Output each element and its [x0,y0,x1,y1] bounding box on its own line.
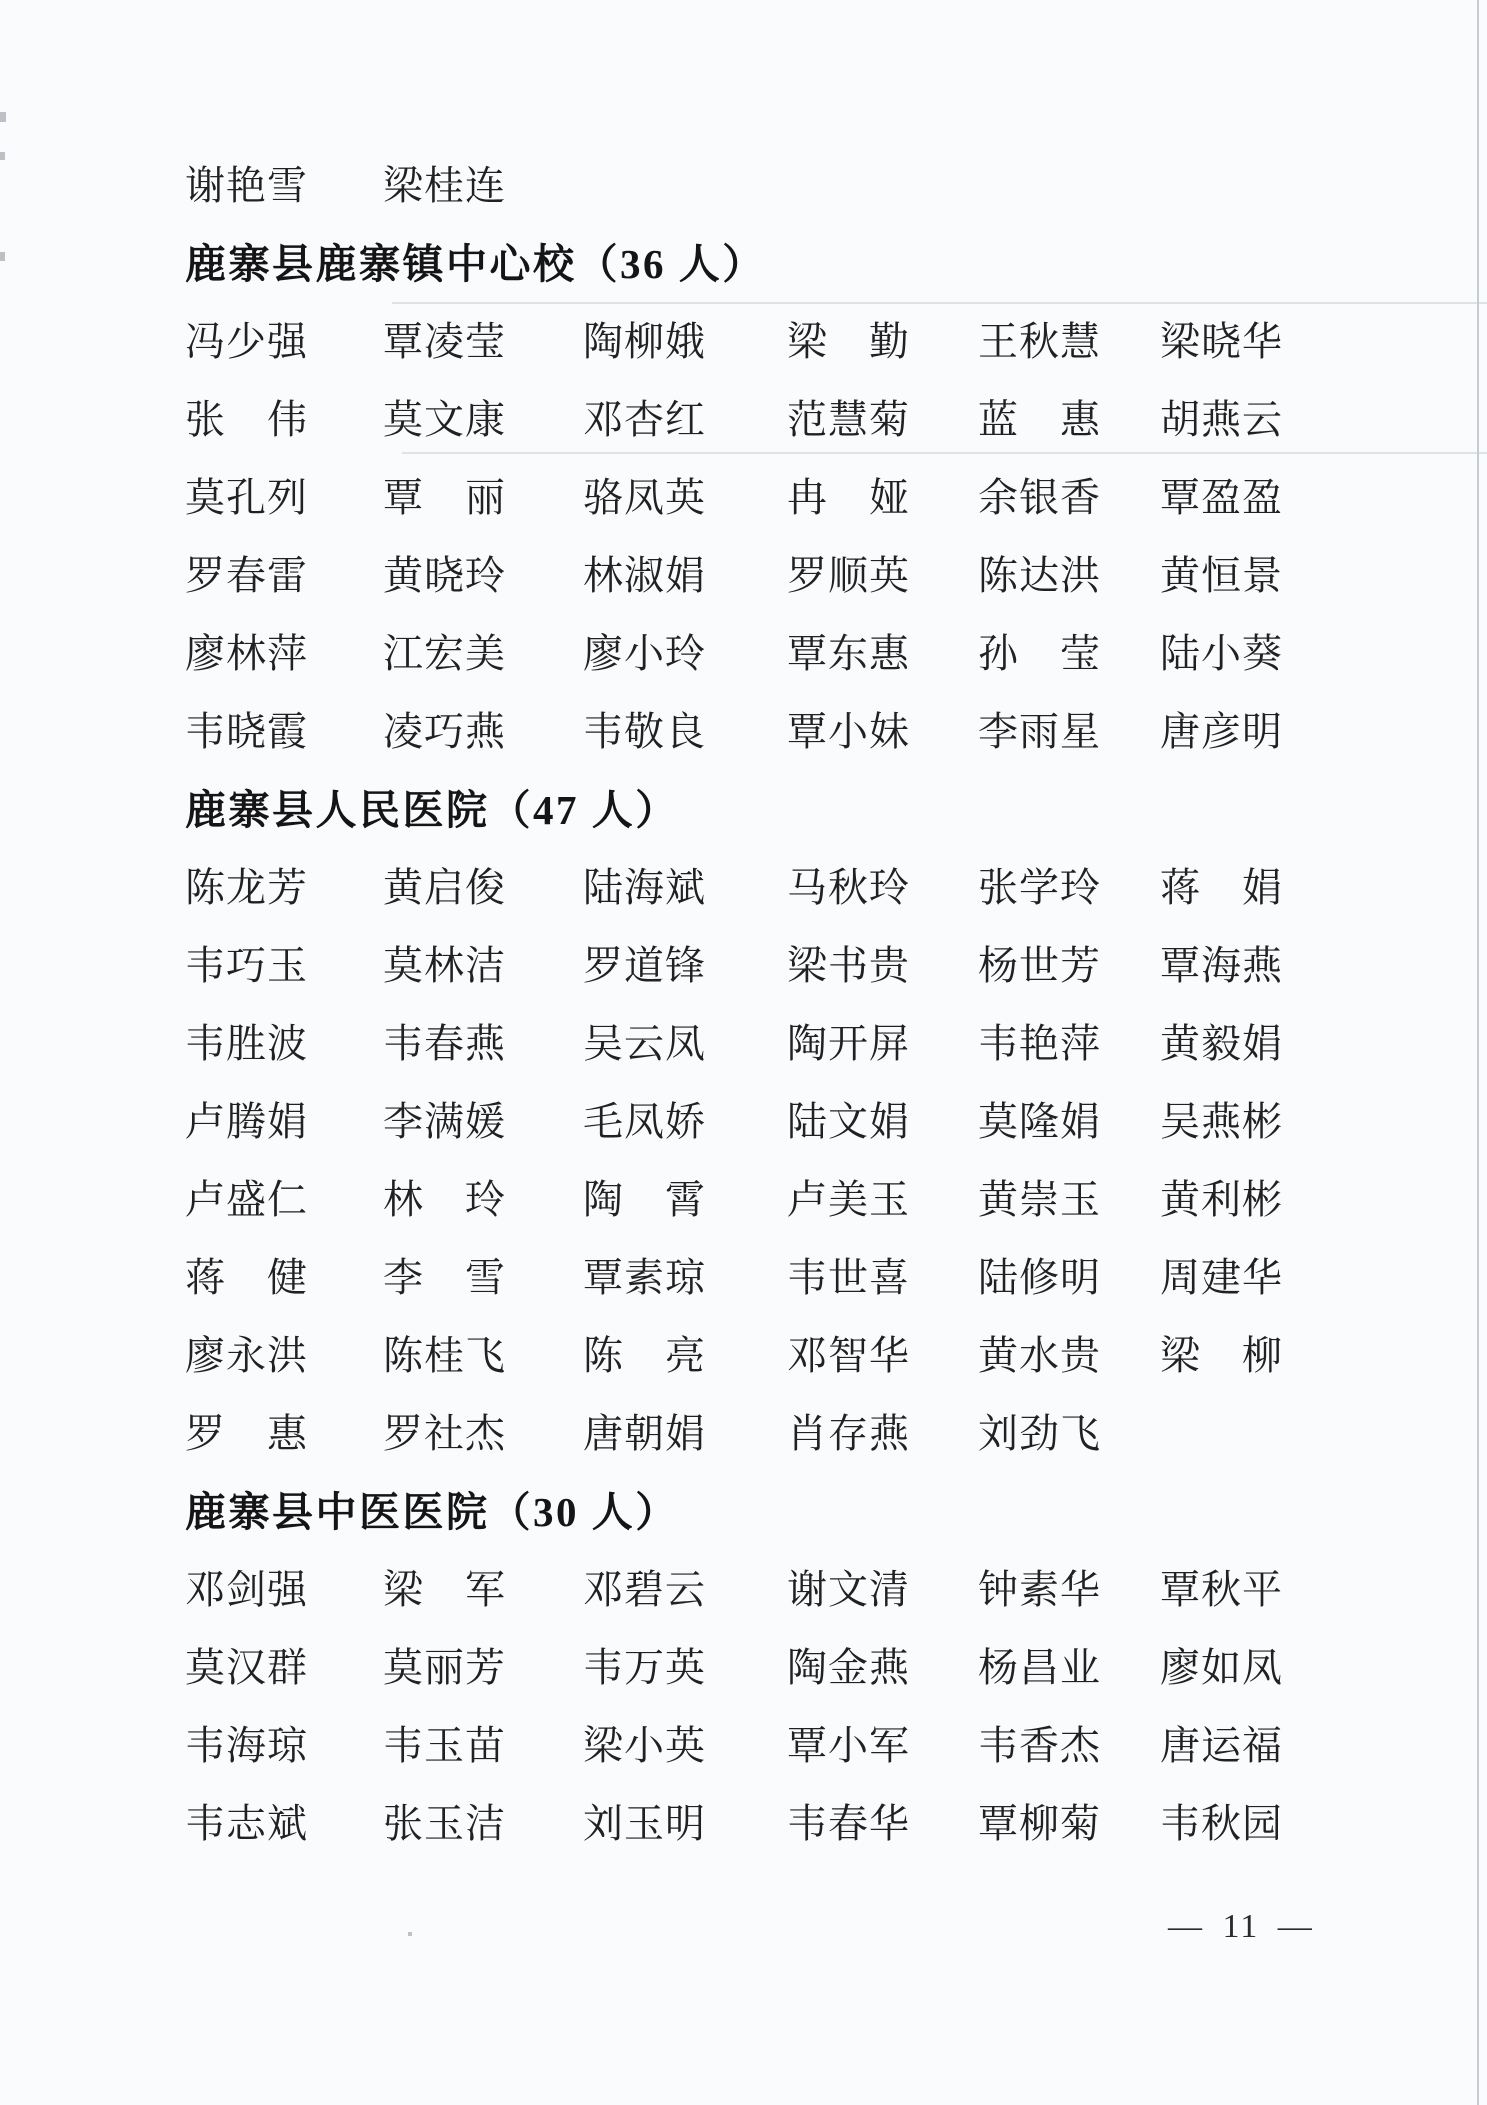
person-name: 冉 娅 [787,474,910,520]
person-name: 莫丽芳 [383,1644,506,1690]
person-name: 林 玲 [383,1176,506,1222]
person-name: 杨昌业 [978,1644,1101,1690]
person-name: 罗道锋 [583,942,706,988]
section-header [185,767,1290,845]
person-name: 肖存燕 [787,1410,910,1456]
person-name: 韦胜波 [185,1020,308,1066]
person-name: 胡燕云 [1160,396,1283,442]
name-row [185,611,1290,689]
person-name: 莫文康 [383,396,506,442]
person-name: 韦香杰 [978,1722,1101,1768]
person-name: 张学玲 [978,864,1101,910]
person-name: 江宏美 [383,630,506,676]
person-name: 毛凤娇 [583,1098,706,1144]
person-name: 陶金燕 [787,1644,910,1690]
person-name: 梁桂连 [383,162,506,208]
person-name: 黄恒景 [1160,552,1283,598]
person-name: 卢美玉 [787,1176,910,1222]
person-name: 黄崇玉 [978,1176,1101,1222]
person-name: 黄水贵 [978,1332,1101,1378]
person-name: 唐运福 [1160,1722,1283,1768]
person-name: 陶开屏 [787,1020,910,1066]
person-name: 孙 莹 [978,630,1101,676]
person-name: 陆海斌 [583,864,706,910]
person-name: 莫林洁 [383,942,506,988]
person-name: 覃凌莹 [383,318,506,364]
person-name: 陆文娟 [787,1098,910,1144]
name-row [185,923,1290,1001]
person-name: 覃东惠 [787,630,910,676]
person-name: 陆小葵 [1160,630,1283,676]
scan-speck [0,252,5,261]
scan-speck [0,152,5,160]
person-name: 韦艳萍 [978,1020,1101,1066]
name-row [185,533,1290,611]
section-title: 鹿寨县鹿寨镇中心校（36 人） [185,240,766,287]
person-name: 唐彦明 [1160,708,1283,754]
person-name: 李雨星 [978,708,1101,754]
person-name: 莫汉群 [185,1644,308,1690]
person-name: 刘劲飞 [978,1410,1101,1456]
person-name: 韦敬良 [583,708,706,754]
person-name: 覃盈盈 [1160,474,1283,520]
person-name: 梁书贵 [787,942,910,988]
name-row [185,1235,1290,1313]
person-name: 王秋慧 [978,318,1101,364]
person-name: 陈达洪 [978,552,1101,598]
person-name: 李 雪 [383,1254,506,1300]
person-name: 李满媛 [383,1098,506,1144]
person-name: 罗 惠 [185,1410,308,1456]
person-name: 覃素琼 [583,1254,706,1300]
name-row [185,1391,1290,1469]
person-name: 黄晓玲 [383,552,506,598]
name-row [185,455,1290,533]
section-title: 鹿寨县人民医院（47 人） [185,786,679,833]
person-name: 凌巧燕 [383,708,506,754]
name-row [185,1001,1290,1079]
person-name: 覃小军 [787,1722,910,1768]
person-name: 陈桂飞 [383,1332,506,1378]
person-name: 罗春雷 [185,552,308,598]
person-name: 陈龙芳 [185,864,308,910]
name-row [185,1625,1290,1703]
person-name: 范慧菊 [787,396,910,442]
name-row [185,1157,1290,1235]
person-name: 黄启俊 [383,864,506,910]
person-name: 韦世喜 [787,1254,910,1300]
person-name: 莫孔列 [185,474,308,520]
person-name: 邓碧云 [583,1566,706,1612]
person-name: 唐朝娟 [583,1410,706,1456]
person-name: 梁 军 [383,1566,506,1612]
name-row [185,1781,1290,1859]
person-name: 陶柳娥 [583,318,706,364]
name-row [185,1079,1290,1157]
section-header [185,221,1290,299]
person-name: 刘玉明 [583,1800,706,1846]
name-row [185,689,1290,767]
person-name: 廖如凤 [1160,1644,1283,1690]
person-name: 蒋 健 [185,1254,308,1300]
person-name: 廖林萍 [185,630,308,676]
person-name: 邓智华 [787,1332,910,1378]
person-name: 蒋 娟 [1160,864,1283,910]
person-name: 韦巧玉 [185,942,308,988]
person-name: 覃海燕 [1160,942,1283,988]
person-name: 韦海琼 [185,1722,308,1768]
person-name: 骆凤英 [583,474,706,520]
person-name: 谢文清 [787,1566,910,1612]
person-name: 谢艳雪 [185,162,308,208]
person-name: 陶 霄 [583,1176,706,1222]
person-name: 韦春燕 [383,1020,506,1066]
person-name: 张玉洁 [383,1800,506,1846]
person-name: 邓杏红 [583,396,706,442]
section-title: 鹿寨县中医医院（30 人） [185,1488,679,1535]
person-name: 罗顺英 [787,552,910,598]
person-name: 余银香 [978,474,1101,520]
person-name: 韦万英 [583,1644,706,1690]
person-name: 罗社杰 [383,1410,506,1456]
person-name: 卢盛仁 [185,1176,308,1222]
person-name: 马秋玲 [787,864,910,910]
person-name: 覃小妹 [787,708,910,754]
name-row [185,845,1290,923]
person-name: 林淑娟 [583,552,706,598]
name-row [185,143,1290,221]
person-name: 钟素华 [978,1566,1101,1612]
person-name: 邓剑强 [185,1566,308,1612]
person-name: 韦晓霞 [185,708,308,754]
scan-speck [408,1932,412,1936]
person-name: 吴燕彬 [1160,1098,1283,1144]
person-name: 陆修明 [978,1254,1101,1300]
person-name: 吴云凤 [583,1020,706,1066]
person-name: 韦秋园 [1160,1800,1283,1846]
name-row [185,1703,1290,1781]
person-name: 陈 亮 [583,1332,706,1378]
person-name: 莫隆娟 [978,1098,1101,1144]
name-row [185,1313,1290,1391]
person-name: 韦玉苗 [383,1722,506,1768]
scan-edge-line [1477,0,1479,2105]
person-name: 杨世芳 [978,942,1101,988]
name-row [185,377,1290,455]
person-name: 梁 柳 [1160,1332,1283,1378]
person-name: 卢腾娟 [185,1098,308,1144]
person-name: 黄利彬 [1160,1176,1283,1222]
name-row [185,1547,1290,1625]
person-name: 覃 丽 [383,474,506,520]
person-name: 廖永洪 [185,1332,308,1378]
section-header [185,1469,1290,1547]
person-name: 覃柳菊 [978,1800,1101,1846]
person-name: 梁 勤 [787,318,910,364]
person-name: 蓝 惠 [978,396,1101,442]
document-body [185,143,1290,1859]
person-name: 冯少强 [185,318,308,364]
person-name: 周建华 [1160,1254,1283,1300]
person-name: 梁晓华 [1160,318,1283,364]
name-row [185,299,1290,377]
person-name: 廖小玲 [583,630,706,676]
person-name: 黄毅娟 [1160,1020,1283,1066]
person-name: 张 伟 [185,396,308,442]
page-number: — 11 — [1168,1908,1314,1945]
person-name: 韦志斌 [185,1800,308,1846]
scan-speck [0,112,6,122]
person-name: 韦春华 [787,1800,910,1846]
person-name: 覃秋平 [1160,1566,1283,1612]
person-name: 梁小英 [583,1722,706,1768]
